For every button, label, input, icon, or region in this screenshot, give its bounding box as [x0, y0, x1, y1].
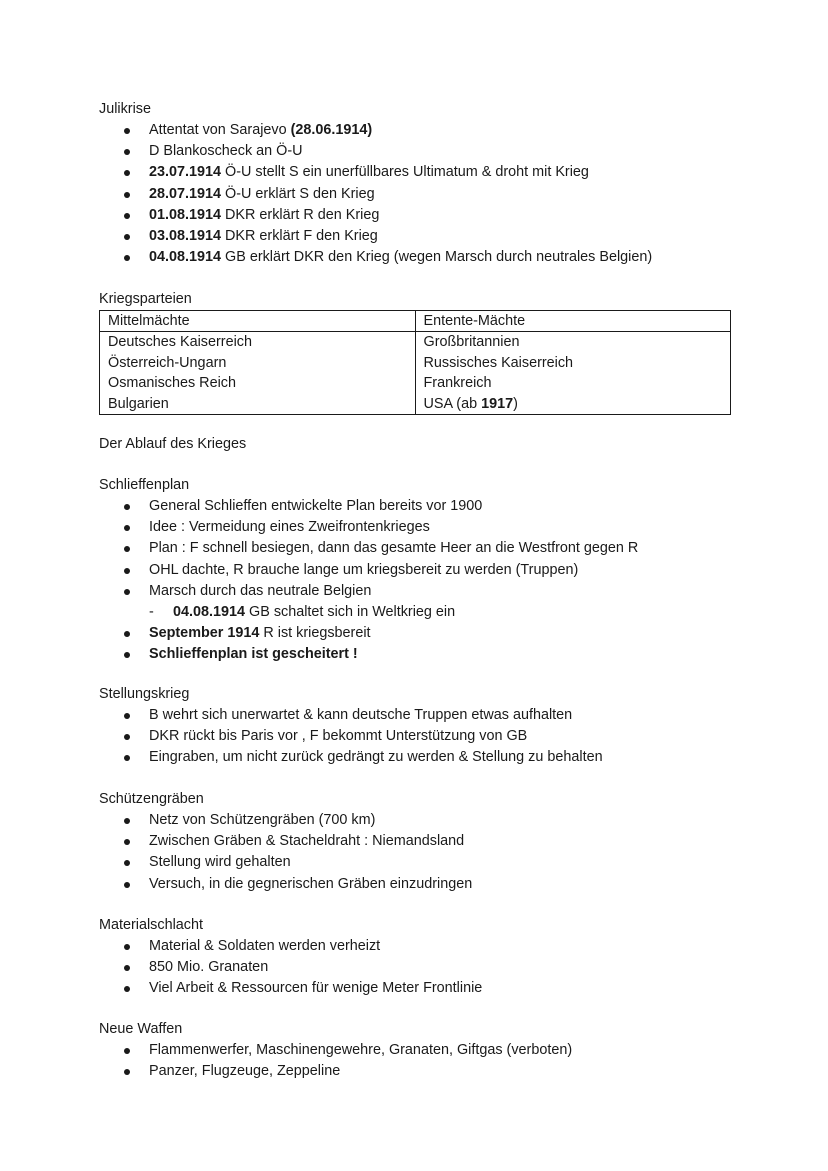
table-header-cell: Entente-Mächte [415, 311, 731, 332]
list-item: Viel Arbeit & Ressourcen für wenige Meter Frontlinie [99, 978, 739, 999]
list-item: B wehrt sich unerwartet & kann deutsche Truppen etwas aufhalten [99, 705, 739, 726]
table-header-row [100, 311, 731, 332]
table-cell: Frankreich [415, 373, 731, 394]
bullet-list [99, 810, 739, 895]
list-item: General Schlieffen entwickelte Plan bereits vor 1900 [99, 496, 739, 517]
table-cell: Bulgarien [100, 394, 416, 415]
list-item: Eingraben, um nicht zurück gedrängt zu werden & Stellung zu behalten [99, 747, 739, 768]
table-row [100, 394, 731, 415]
section-julikrise [99, 99, 739, 268]
table-row [100, 373, 731, 394]
parties-table [99, 310, 731, 415]
list-item: 28.07.1914 Ö-U erklärt S den Krieg [99, 184, 739, 205]
bullet-list [99, 1040, 739, 1082]
list-item: 850 Mio. Granaten [99, 957, 739, 978]
list-item: September 1914 R ist kriegsbereit [99, 623, 739, 644]
section-stellungskrieg [99, 684, 739, 769]
section-heading: Neue Waffen [99, 1021, 183, 1037]
section-kriegsparteien [99, 289, 739, 415]
list-item: Zwischen Gräben & Stacheldraht : Niemandsland [99, 831, 739, 852]
table-cell: Russisches Kaiserreich [415, 353, 731, 374]
list-item: Flammenwerfer, Maschinengewehre, Granaten, Giftgas (verboten) [99, 1040, 739, 1061]
table-cell: Deutsches Kaiserreich [100, 332, 416, 353]
section-heading: Schützengräben [99, 791, 204, 807]
section-heading: Materialschlacht [99, 917, 203, 933]
list-item: 01.08.1914 DKR erklärt R den Krieg [99, 205, 739, 226]
bullet-list [99, 936, 739, 1000]
bullet-list [99, 496, 739, 666]
table-cell: USA (ab 1917) [415, 394, 731, 415]
section-heading: Kriegsparteien [99, 291, 192, 307]
table-row [100, 353, 731, 374]
bullet-list [99, 120, 739, 268]
list-item: Attentat von Sarajevo (28.06.1914) [99, 120, 739, 141]
table-header-cell: Mittelmächte [100, 311, 416, 332]
section-schlieffenplan [99, 475, 739, 666]
list-item: Versuch, in die gegnerischen Gräben einzudringen [99, 874, 739, 895]
bullet-list [99, 705, 739, 769]
section-heading: Stellungskrieg [99, 686, 190, 702]
list-item: OHL dachte, R brauche lange um kriegsbereit zu werden (Truppen) [99, 560, 739, 581]
list-item: Schlieffenplan ist gescheitert ! [99, 644, 739, 665]
list-item: Plan : F schnell besiegen, dann das gesamte Heer an die Westfront gegen R [99, 538, 739, 559]
list-item: Material & Soldaten werden verheizt [99, 936, 739, 957]
section-ablauf [99, 434, 739, 455]
sub-list-item: - 04.08.1914 GB schaltet sich in Weltkrieg ein [99, 602, 739, 623]
table-row [100, 332, 731, 353]
list-item: 04.08.1914 GB erklärt DKR den Krieg (wegen Marsch durch neutrales Belgien) [99, 247, 739, 268]
list-item: Panzer, Flugzeuge, Zeppeline [99, 1061, 739, 1082]
list-item: 03.08.1914 DKR erklärt F den Krieg [99, 226, 739, 247]
list-item: DKR rückt bis Paris vor , F bekommt Unterstützung von GB [99, 726, 739, 747]
list-item: D Blankoscheck an Ö-U [99, 141, 739, 162]
section-schuetzengraeben [99, 789, 739, 895]
section-heading: Julikrise [99, 101, 151, 117]
section-materialschlacht [99, 915, 739, 1000]
list-item: Stellung wird gehalten [99, 852, 739, 873]
table-cell: Österreich-Ungarn [100, 353, 416, 374]
section-neue-waffen [99, 1019, 739, 1082]
list-item: Marsch durch das neutrale Belgien [99, 581, 739, 602]
section-heading: Schlieffenplan [99, 477, 190, 493]
section-heading: Der Ablauf des Krieges [99, 436, 247, 452]
table-cell: Großbritannien [415, 332, 731, 353]
list-item: 23.07.1914 Ö-U stellt S ein unerfüllbares Ultimatum & droht mit Krieg [99, 162, 739, 183]
list-item: Netz von Schützengräben (700 km) [99, 810, 739, 831]
list-item: Idee : Vermeidung eines Zweifrontenkrieges [99, 517, 739, 538]
table-cell: Osmanisches Reich [100, 373, 416, 394]
